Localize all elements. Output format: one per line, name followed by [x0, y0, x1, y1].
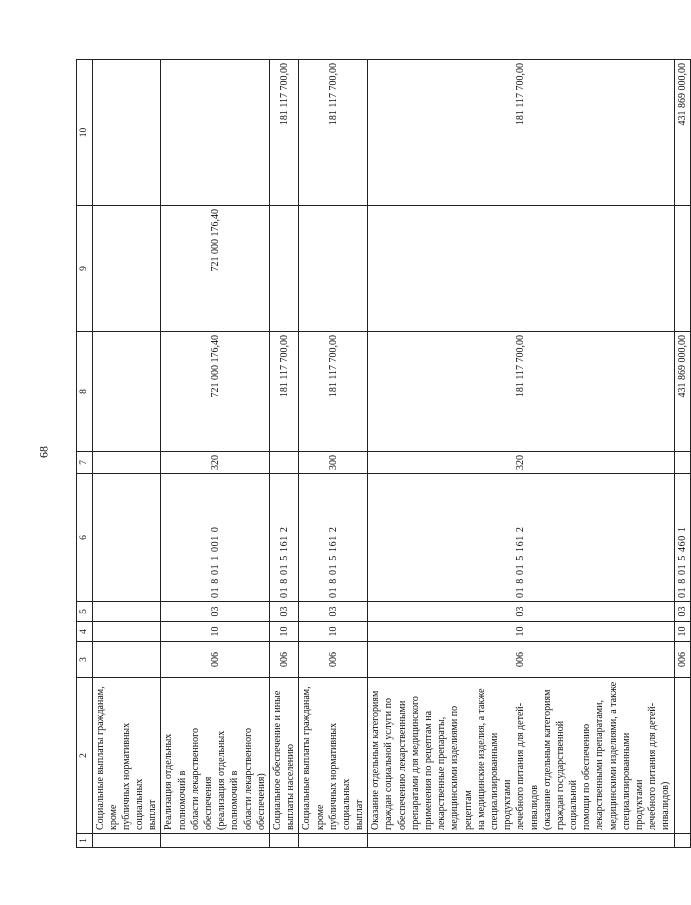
header-cell-1: 1: [77, 834, 93, 848]
item-name-cell: [269, 678, 298, 834]
header-cell-4: 4: [77, 622, 93, 642]
amount-col9-cell: [299, 206, 368, 332]
amount-col9-cell: [368, 206, 674, 332]
amount-total-cell: 181 117 700,00: [269, 332, 298, 452]
header-cell-7: 7: [77, 452, 93, 474]
amount-total-cell: 181 117 700,00: [368, 332, 674, 452]
target-article-cell: 01 8 01 5 460 1: [674, 474, 690, 602]
budget-table: [76, 59, 691, 848]
header-row: [77, 60, 93, 848]
section-cell: 10: [368, 622, 674, 642]
header-cell-2: 2: [77, 678, 93, 834]
row-number-cell: [368, 834, 674, 848]
ministry-code-cell: 006: [269, 642, 298, 678]
amount-col10-cell: 181 117 700,00: [269, 60, 298, 206]
item-name: Оказание отдельным категориям граждан социальной услуги по обеспечению лекарственными препаратами для медицинского применения по рецептам на лекарственные препараты, медицинскими изделиями по рецептам на медицинские изделия, а также специализированными продуктами лечебного питания для детей-инвалидов (оказание отдельным категориям граждан государственной социальной помощи по обеспечению лекарственными препаратами, медицинскими изделиями, а также специализированными продуктами лечебного питания для детей- инвалидов): [370, 681, 672, 830]
table-row: [269, 60, 298, 848]
item-name-cell: [161, 678, 270, 834]
section-cell: 10: [269, 622, 298, 642]
row-number-cell: [92, 834, 161, 848]
section-cell: 10: [299, 622, 368, 642]
header-cell-6: 6: [77, 474, 93, 602]
target-article-cell: 01 8 01 1 001 0: [161, 474, 270, 602]
table-row: [161, 60, 270, 848]
table-row: [674, 60, 690, 848]
header-cell-10: 10: [77, 60, 93, 206]
target-article-cell: 01 8 01 5 161 2: [368, 474, 674, 602]
amount-col10-cell: 181 117 700,00: [368, 60, 674, 206]
amount-total-cell: 181 117 700,00: [299, 332, 368, 452]
ministry-code-cell: 006: [674, 642, 690, 678]
amount-col10-cell: [161, 60, 270, 206]
ministry-code-cell: 006: [161, 642, 270, 678]
target-article-cell: 01 8 01 5 161 2: [299, 474, 368, 602]
amount-col9-cell: [674, 206, 690, 332]
expense-type-cell: [92, 452, 161, 474]
expense-type-cell: [269, 452, 298, 474]
subsection-cell: 03: [368, 602, 674, 622]
amount-total-cell: 721 000 176,40: [161, 332, 270, 452]
header-cell-3: 3: [77, 642, 93, 678]
item-name: Социальное обеспечение и иные выплаты населению: [271, 690, 297, 830]
row-number-cell: [299, 834, 368, 848]
budget-table-region: [76, 60, 688, 848]
rotated-table-container: [76, 60, 688, 848]
item-name-cell: [674, 678, 690, 834]
item-name-cell: [92, 678, 161, 834]
target-article-cell: 01 8 01 5 161 2: [269, 474, 298, 602]
ministry-code-cell: 006: [299, 642, 368, 678]
item-name-cell: [299, 678, 368, 834]
item-name: Социальные выплаты гражданам, кроме публичных нормативных социальных выплат: [94, 686, 159, 830]
table-row: [368, 60, 674, 848]
table-row: [299, 60, 368, 848]
amount-col10-cell: 181 117 700,00: [299, 60, 368, 206]
row-number-cell: [161, 834, 270, 848]
item-name: Социальные выплаты гражданам, кроме публичных нормативных социальных выплат: [301, 686, 366, 830]
header-cell-5: 5: [77, 602, 93, 622]
amount-total-cell: 431 869 000,00: [674, 332, 690, 452]
target-article-cell: [92, 474, 161, 602]
section-cell: 10: [161, 622, 270, 642]
expense-type-cell: 320: [161, 452, 270, 474]
expense-type-cell: 320: [368, 452, 674, 474]
amount-col10-cell: [92, 60, 161, 206]
amount-total-cell: [92, 332, 161, 452]
expense-type-cell: [674, 452, 690, 474]
amount-col9-cell: [92, 206, 161, 332]
section-cell: 10: [674, 622, 690, 642]
header-cell-9: 9: [77, 206, 93, 332]
subsection-cell: 03: [674, 602, 690, 622]
subsection-cell: [92, 602, 161, 622]
amount-col9-cell: [269, 206, 298, 332]
amount-col10-cell: 431 869 000,00: [674, 60, 690, 206]
item-name-cell: [368, 678, 674, 834]
ministry-code-cell: 006: [368, 642, 674, 678]
row-number-cell: [674, 834, 690, 848]
amount-col9-cell: 721 000 176,40: [161, 206, 270, 332]
row-number-cell: [269, 834, 298, 848]
header-cell-8: 8: [77, 332, 93, 452]
page-number: 68: [36, 446, 51, 458]
item-name: Реализация отдельных полномочий в области лекарственного обеспечения (реализация отдельных полномочий в области лекарственного обеспечения): [163, 728, 267, 830]
subsection-cell: 03: [299, 602, 368, 622]
subsection-cell: 03: [161, 602, 270, 622]
table-row: [92, 60, 161, 848]
subsection-cell: 03: [269, 602, 298, 622]
section-cell: [92, 622, 161, 642]
expense-type-cell: 300: [299, 452, 368, 474]
ministry-code-cell: [92, 642, 161, 678]
